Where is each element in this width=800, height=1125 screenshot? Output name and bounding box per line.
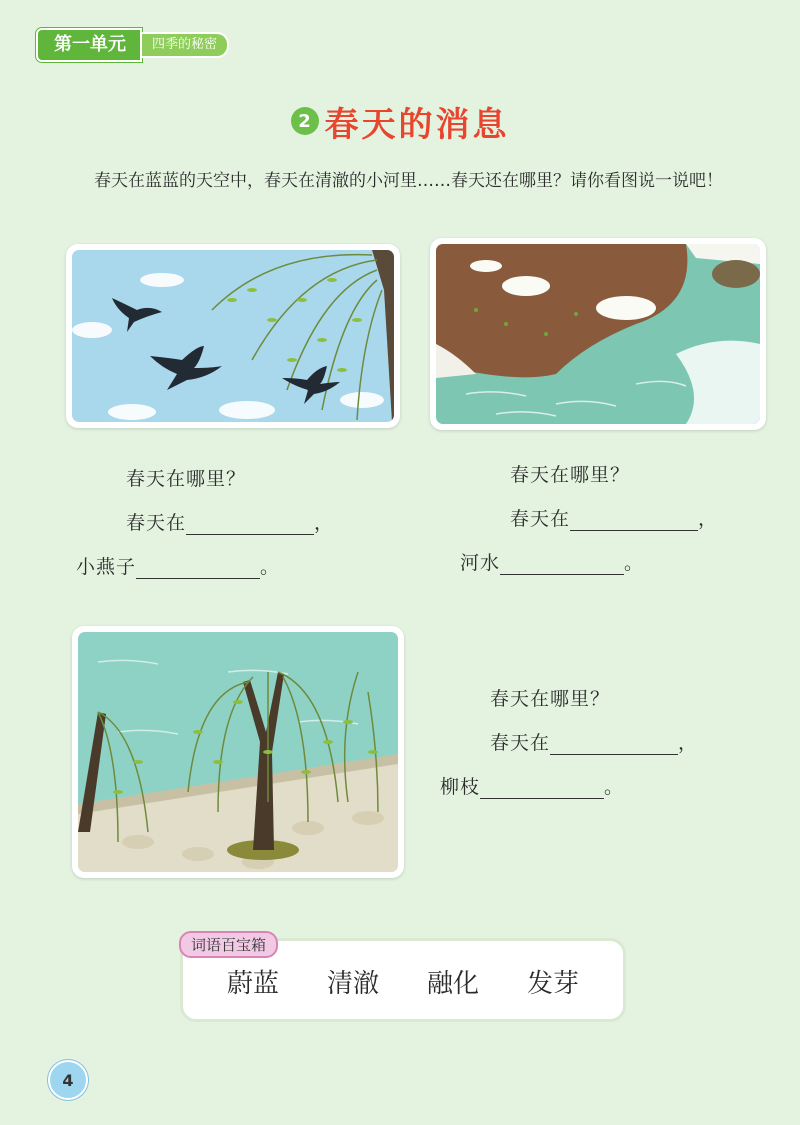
exercise-2-line2 [460,548,644,575]
willows-illustration [78,632,398,872]
exercise-2-line1 [510,504,718,531]
lesson-title [0,96,800,146]
exercise-3-line2 [440,772,624,799]
word-list [183,963,623,1000]
exercise-3-line1 [490,728,698,755]
lesson-number-badge: 2 [291,107,319,135]
exercise-1-question: 春天在哪里？ [126,468,247,490]
word-box [180,938,626,1022]
exercise-3-line1-suffix: ， [678,732,699,754]
swallows-illustration [72,250,394,422]
exercise-1-blank-2[interactable] [136,558,260,579]
exercise-2-blank-1[interactable] [570,510,698,531]
exercise-2-line1-prefix: 春天在 [510,508,571,530]
lesson-title-text: 春天的消息 [324,104,510,145]
river-picture [430,238,766,430]
exercise-2-question: 春天在哪里？ [510,464,631,486]
exercise-1-line1-prefix: 春天在 [126,512,187,534]
exercise-1-blank-1[interactable] [186,514,314,535]
exercise-1-line2 [76,552,280,579]
exercise-1-line2-suffix: 。 [260,556,281,578]
swallows-picture [66,244,400,428]
word-item: 蔚蓝 [226,969,279,999]
exercise-2-blank-2[interactable] [500,554,624,575]
exercise-3-line2-prefix: 柳枝 [440,776,481,798]
exercise-3-blank-1[interactable] [550,734,678,755]
exercise-2-line1-suffix: ， [698,508,719,530]
exercise-2-line2-suffix: 。 [624,552,645,574]
unit-tab [36,30,229,60]
river-illustration [436,244,760,424]
exercise-3-line1-prefix: 春天在 [490,732,551,754]
exercise-2-line2-prefix: 河水 [460,552,501,574]
exercise-1-line1 [126,508,334,535]
unit-label: 第一单元 [36,28,142,62]
exercise-3-question: 春天在哪里？ [490,688,611,710]
word-box-label: 词语百宝箱 [179,931,278,958]
unit-title: 四季的秘密 [142,32,229,58]
page-number: 4 [48,1060,88,1100]
word-item: 清澈 [326,969,379,999]
exercise-1-line1-suffix: ， [314,512,335,534]
word-item: 发芽 [526,969,579,999]
exercise-3-line2-suffix: 。 [604,776,625,798]
exercise-3-blank-2[interactable] [480,778,604,799]
intro-paragraph: 春天在蓝蓝的天空中，春天在清澈的小河里……春天还在哪里？请你看图说一说吧！ [94,171,723,191]
exercise-1-line2-prefix: 小燕子 [76,556,137,578]
willows-picture [72,626,404,878]
word-item: 融化 [426,969,479,999]
